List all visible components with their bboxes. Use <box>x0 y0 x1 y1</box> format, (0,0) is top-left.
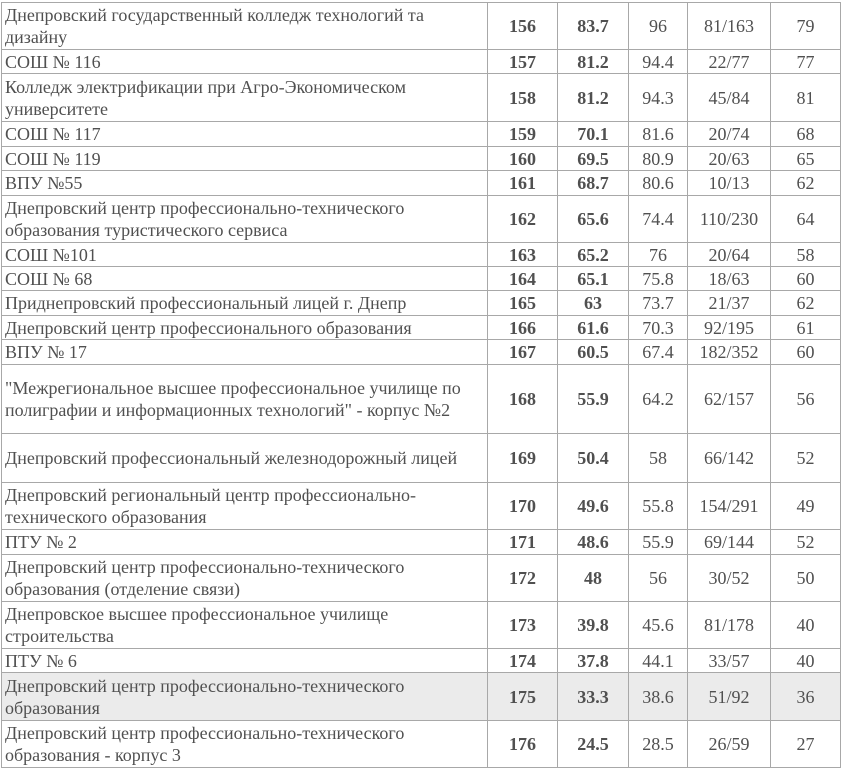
school-name-cell: Днепровский центр профессионально-технического образования <box>2 673 488 721</box>
rank-cell: 157 <box>488 50 558 74</box>
ratio-cell: 22/77 <box>688 50 771 74</box>
score-cell: 48.6 <box>558 530 629 555</box>
school-name-cell: СОШ № 119 <box>2 147 488 171</box>
school-name-cell: Днепровский центр профессионально-технического образования (отделение связи) <box>2 555 488 602</box>
value-cell: 62 <box>771 171 841 196</box>
school-name-cell: СОШ № 117 <box>2 122 488 147</box>
value-cell: 49 <box>771 483 841 530</box>
score-cell: 63 <box>558 291 629 316</box>
ratio-cell: 81/178 <box>688 602 771 649</box>
school-name-cell: ВПУ № 17 <box>2 340 488 365</box>
score-cell: 33.3 <box>558 673 629 721</box>
value-cell: 50 <box>771 555 841 602</box>
percent-cell: 55.8 <box>629 483 688 530</box>
value-cell: 56 <box>771 365 841 434</box>
value-cell: 62 <box>771 291 841 316</box>
table-row <box>2 3 841 50</box>
value-cell: 60 <box>771 340 841 365</box>
rank-cell: 162 <box>488 196 558 243</box>
table-row <box>2 196 841 243</box>
table-row <box>2 555 841 602</box>
ratio-cell: 154/291 <box>688 483 771 530</box>
percent-cell: 56 <box>629 555 688 602</box>
ratio-cell: 30/52 <box>688 555 771 602</box>
school-name-cell: "Межрегиональное высшее профессиональное училище по полиграфии и информационных технологий" - корпус №2 <box>2 365 488 434</box>
rank-cell: 159 <box>488 122 558 147</box>
rank-cell: 158 <box>488 74 558 122</box>
percent-cell: 73.7 <box>629 291 688 316</box>
rank-cell: 174 <box>488 649 558 673</box>
rank-cell: 172 <box>488 555 558 602</box>
table-body <box>2 3 841 768</box>
ratio-cell: 20/64 <box>688 243 771 267</box>
ratio-cell: 18/63 <box>688 267 771 291</box>
table-row <box>2 649 841 673</box>
table-row <box>2 147 841 171</box>
value-cell: 58 <box>771 243 841 267</box>
value-cell: 65 <box>771 147 841 171</box>
rank-cell: 164 <box>488 267 558 291</box>
value-cell: 77 <box>771 50 841 74</box>
percent-cell: 64.2 <box>629 365 688 434</box>
ratio-cell: 92/195 <box>688 316 771 340</box>
table-row <box>2 434 841 483</box>
school-name-cell: ВПУ №55 <box>2 171 488 196</box>
rank-cell: 166 <box>488 316 558 340</box>
school-name-cell: Днепровский государственный колледж технологий та дизайну <box>2 3 488 50</box>
percent-cell: 70.3 <box>629 316 688 340</box>
table-row <box>2 365 841 434</box>
value-cell: 27 <box>771 721 841 768</box>
table-row <box>2 340 841 365</box>
ratio-cell: 21/37 <box>688 291 771 316</box>
rank-cell: 170 <box>488 483 558 530</box>
value-cell: 61 <box>771 316 841 340</box>
score-cell: 81.2 <box>558 50 629 74</box>
table-row <box>2 50 841 74</box>
school-name-cell: Днепровский центр профессионально-технического образования - корпус 3 <box>2 721 488 768</box>
score-cell: 70.1 <box>558 122 629 147</box>
ratio-cell: 182/352 <box>688 340 771 365</box>
school-name-cell: Днепровский региональный центр профессионально-технического образования <box>2 483 488 530</box>
value-cell: 68 <box>771 122 841 147</box>
school-name-cell: СОШ №101 <box>2 243 488 267</box>
table-row <box>2 483 841 530</box>
table-row <box>2 291 841 316</box>
percent-cell: 80.9 <box>629 147 688 171</box>
school-name-cell: ПТУ № 2 <box>2 530 488 555</box>
ratio-cell: 20/63 <box>688 147 771 171</box>
rank-cell: 175 <box>488 673 558 721</box>
value-cell: 79 <box>771 3 841 50</box>
ratio-cell: 62/157 <box>688 365 771 434</box>
ratio-cell: 81/163 <box>688 3 771 50</box>
score-cell: 65.6 <box>558 196 629 243</box>
table-row <box>2 721 841 768</box>
value-cell: 40 <box>771 602 841 649</box>
percent-cell: 38.6 <box>629 673 688 721</box>
score-cell: 60.5 <box>558 340 629 365</box>
score-cell: 68.7 <box>558 171 629 196</box>
value-cell: 64 <box>771 196 841 243</box>
rank-cell: 165 <box>488 291 558 316</box>
ratio-cell: 20/74 <box>688 122 771 147</box>
percent-cell: 58 <box>629 434 688 483</box>
rank-cell: 160 <box>488 147 558 171</box>
value-cell: 52 <box>771 530 841 555</box>
value-cell: 40 <box>771 649 841 673</box>
ratio-cell: 110/230 <box>688 196 771 243</box>
school-name-cell: СОШ № 116 <box>2 50 488 74</box>
percent-cell: 74.4 <box>629 196 688 243</box>
percent-cell: 45.6 <box>629 602 688 649</box>
score-cell: 55.9 <box>558 365 629 434</box>
table-row <box>2 74 841 122</box>
table-row <box>2 602 841 649</box>
ratio-cell: 69/144 <box>688 530 771 555</box>
percent-cell: 75.8 <box>629 267 688 291</box>
rank-cell: 173 <box>488 602 558 649</box>
score-cell: 24.5 <box>558 721 629 768</box>
percent-cell: 94.3 <box>629 74 688 122</box>
rank-cell: 161 <box>488 171 558 196</box>
percent-cell: 55.9 <box>629 530 688 555</box>
ratio-cell: 26/59 <box>688 721 771 768</box>
percent-cell: 76 <box>629 243 688 267</box>
school-name-cell: Днепровский центр профессионально-технического образования туристического сервиса <box>2 196 488 243</box>
school-name-cell: Днепровское высшее профессиональное училище строительства <box>2 602 488 649</box>
value-cell: 36 <box>771 673 841 721</box>
table-row <box>2 316 841 340</box>
ratio-cell: 10/13 <box>688 171 771 196</box>
score-cell: 69.5 <box>558 147 629 171</box>
rank-cell: 171 <box>488 530 558 555</box>
rank-cell: 176 <box>488 721 558 768</box>
table-row <box>2 530 841 555</box>
percent-cell: 94.4 <box>629 50 688 74</box>
rank-cell: 168 <box>488 365 558 434</box>
percent-cell: 67.4 <box>629 340 688 365</box>
rank-cell: 156 <box>488 3 558 50</box>
score-cell: 61.6 <box>558 316 629 340</box>
score-cell: 49.6 <box>558 483 629 530</box>
score-cell: 39.8 <box>558 602 629 649</box>
score-cell: 81.2 <box>558 74 629 122</box>
school-name-cell: ПТУ № 6 <box>2 649 488 673</box>
score-cell: 65.2 <box>558 243 629 267</box>
school-name-cell: Колледж электрификации при Агро-Экономическом университете <box>2 74 488 122</box>
percent-cell: 81.6 <box>629 122 688 147</box>
table-row <box>2 243 841 267</box>
school-name-cell: Днепровский профессиональный железнодорожный лицей <box>2 434 488 483</box>
rank-cell: 167 <box>488 340 558 365</box>
table-row <box>2 267 841 291</box>
percent-cell: 80.6 <box>629 171 688 196</box>
table-row-highlighted <box>2 673 841 721</box>
percent-cell: 44.1 <box>629 649 688 673</box>
score-cell: 50.4 <box>558 434 629 483</box>
ratio-cell: 45/84 <box>688 74 771 122</box>
school-name-cell: Приднепровский профессиональный лицей г. Днепр <box>2 291 488 316</box>
percent-cell: 96 <box>629 3 688 50</box>
score-cell: 37.8 <box>558 649 629 673</box>
ratio-cell: 33/57 <box>688 649 771 673</box>
percent-cell: 28.5 <box>629 721 688 768</box>
rank-cell: 169 <box>488 434 558 483</box>
table-row <box>2 171 841 196</box>
rank-cell: 163 <box>488 243 558 267</box>
school-name-cell: СОШ № 68 <box>2 267 488 291</box>
value-cell: 81 <box>771 74 841 122</box>
ratio-cell: 51/92 <box>688 673 771 721</box>
value-cell: 52 <box>771 434 841 483</box>
score-cell: 65.1 <box>558 267 629 291</box>
ratio-cell: 66/142 <box>688 434 771 483</box>
value-cell: 60 <box>771 267 841 291</box>
school-name-cell: Днепровский центр профессионального образования <box>2 316 488 340</box>
score-cell: 83.7 <box>558 3 629 50</box>
score-cell: 48 <box>558 555 629 602</box>
table-row <box>2 122 841 147</box>
school-ranking-table <box>1 2 841 768</box>
